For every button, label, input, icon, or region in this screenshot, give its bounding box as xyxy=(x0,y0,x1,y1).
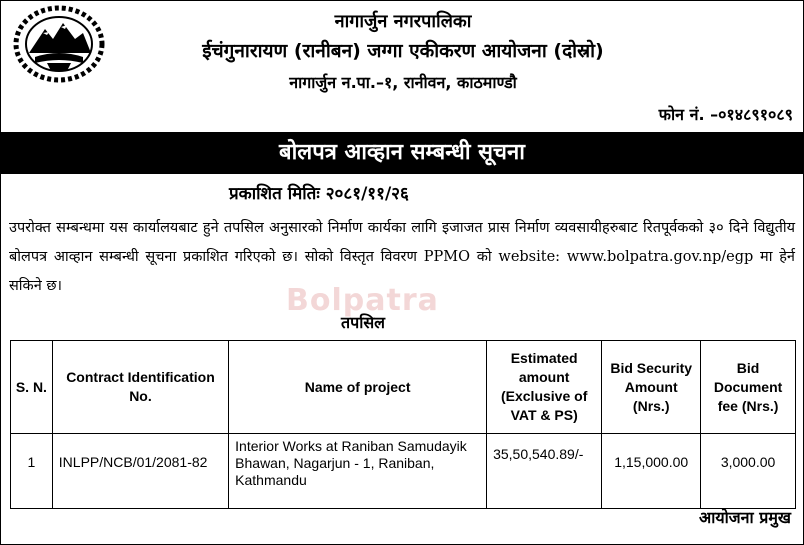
cell-bid-security: 1,15,000.00 xyxy=(602,434,701,509)
website-link[interactable]: website: www.bolpatra.gov.np/egp xyxy=(498,249,754,265)
phone-number: फोन नं. –०१४८९१०८९ xyxy=(658,105,793,124)
watermark: Bolpatra xyxy=(286,283,439,318)
table-header-row xyxy=(11,341,796,434)
project-office-name: ईचंगुनारायण (रानीबन) जग्गा एकीकरण आयोजना (दोस्रो) xyxy=(202,40,604,62)
cell-bid-fee: 3,000.00 xyxy=(701,434,796,509)
bid-schedule-table xyxy=(10,340,796,509)
paragraph-main-text: उपरोक्त सम्बन्धमा यस कार्यालयबाट हुने तपसिल अनुसारको निर्माण कार्यका लागि इजाजत प्रास निर्माण व्यवसायीहरुबाट रितपूर्वकको ३० दिने विद्युतीय बोलपत्र आव्हान सम्बन्धी सूचना प्रकाशित गरिएको छ। सोको विस्तृत विवरण PPMO को xyxy=(9,220,795,265)
cell-project-name: Interior Works at Raniban Samudayik Bhawan, Nagarjun - 1, Raniban, Kathmandu xyxy=(229,434,487,509)
notice-title-banner: बोलपत्र आव्हान सम्बन्धी सूचना xyxy=(1,132,803,174)
office-address: नागार्जुन न.पा.–१, रानीवन, काठमाण्डौ xyxy=(289,73,517,92)
header-contract-id: Contract Identification No. xyxy=(52,341,228,434)
signature-title: आयोजना प्रमुख xyxy=(698,508,791,527)
table-row xyxy=(11,434,796,509)
municipality-name: नागार्जुन नगरपालिका xyxy=(334,11,472,32)
header-bid-fee: Bid Document fee (Nrs.) xyxy=(701,341,796,434)
notice-paragraph xyxy=(9,214,795,301)
cell-estimated-amount: 35,50,540.89/- xyxy=(487,434,602,509)
cell-sn: 1 xyxy=(11,434,53,509)
header-project-name: Name of project xyxy=(229,341,487,434)
header-estimated-amount: Estimated amount (Exclusive of VAT & PS) xyxy=(487,341,602,434)
published-date: प्रकाशित मितिः २०८१/११/२६ xyxy=(229,184,409,204)
header-bid-security: Bid Security Amount (Nrs.) xyxy=(602,341,701,434)
header-sn: S. N. xyxy=(11,341,53,434)
cell-contract-id: INLPP/NCB/01/2081-82 xyxy=(52,434,228,509)
paragraph-end-text: मा हेर्न सकिने छ। xyxy=(9,249,795,294)
schedule-heading: तपसिल xyxy=(340,313,386,332)
